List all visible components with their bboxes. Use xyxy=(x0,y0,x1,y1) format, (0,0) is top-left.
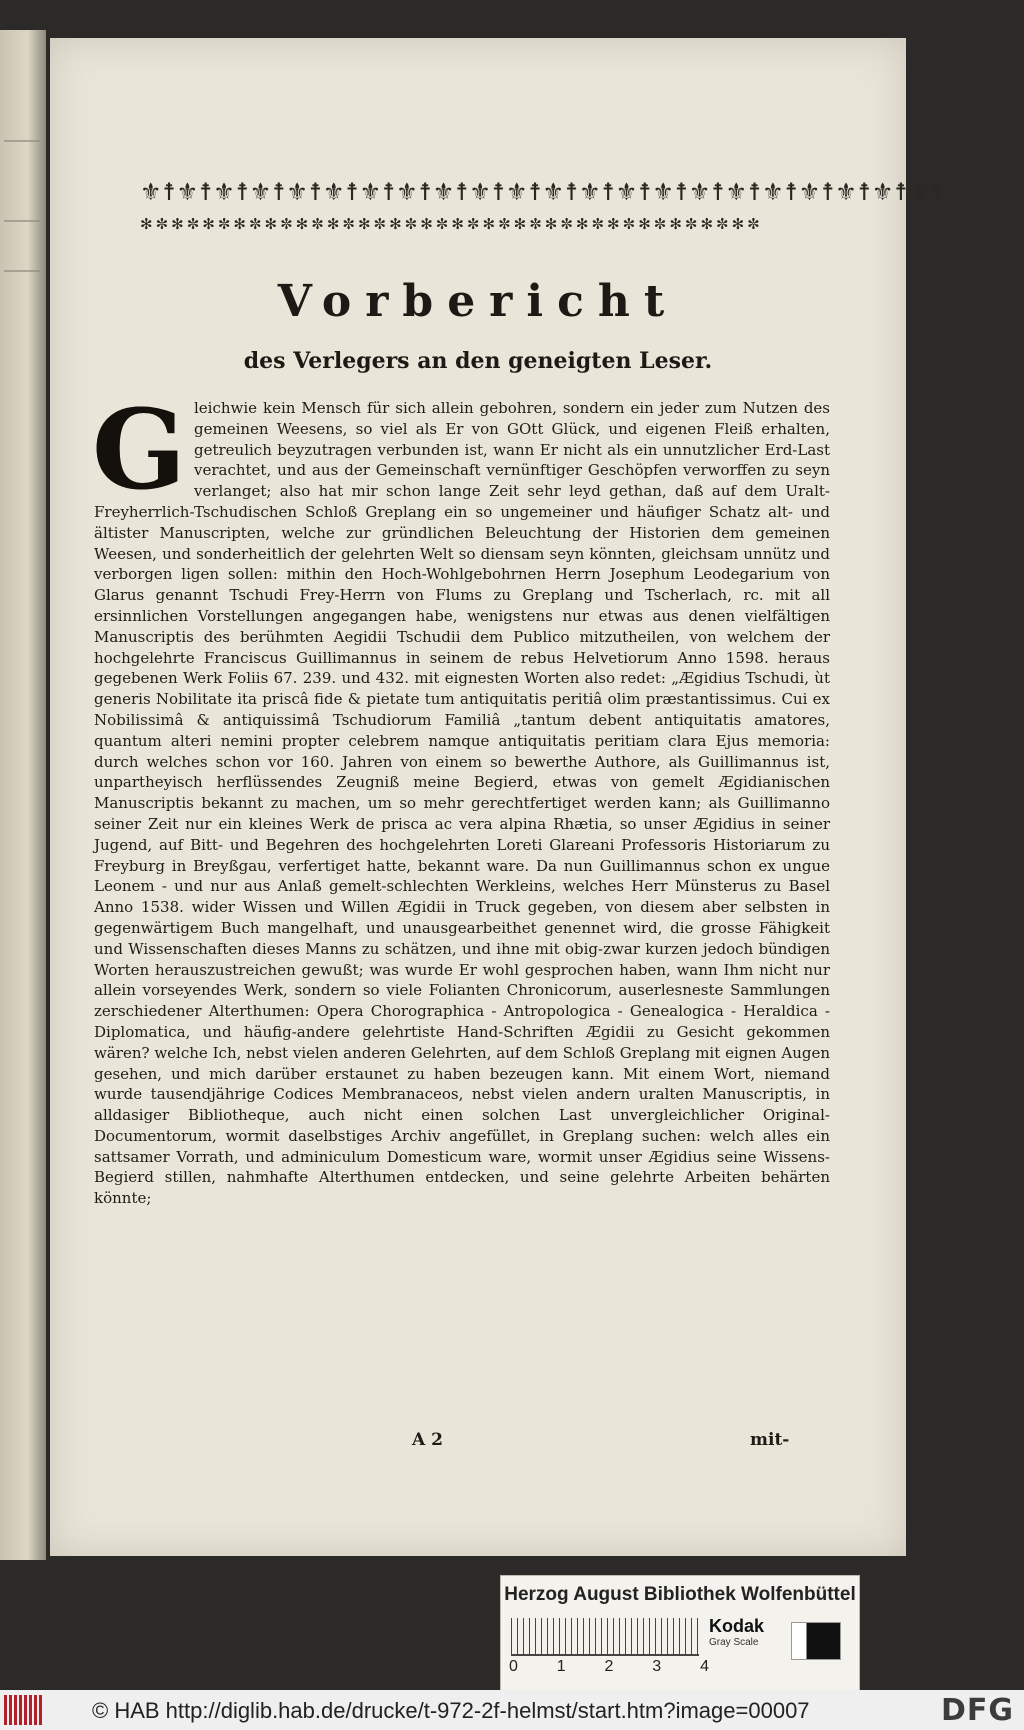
ruler-number: 0 xyxy=(509,1658,518,1675)
kodak-brand: Kodak xyxy=(709,1616,765,1636)
catchword: mit- xyxy=(750,1430,790,1450)
body-paragraph: leichwie kein Mensch für sich allein gebohren, sondern ein jeder zum Nutzen des gemeinen Weesens, so viel als Er von GOtt Glück, und eigenen Fleiß erhalten, getreulich beyzutragen verbunden ist, wann Er nicht als ein unnutzlicher Erd-Last verachtet, und aus der Gemeinschaft vernünftiger Geschöpfen verworffen zu seyn verlanget; also hat mir schon lange Zeit sehr leyd gethan, daß auf dem Uralt-Freyherrlich-Tschudischen Schloß Greplang ein so ungemeiner und häufiger Schatz alt- und ältister Manuscripten, welche zur gründlichen Beleuchtung der Historien dem gemeinen Weesen, und sonderheitlich der gelehrten Welt so diensam seyn könnten, gleichsam unnütz und verborgen ligen sollen: mithin den Hoch-Wohlgebohrnen Herrn Josephum Leodegarium von Glarus genannt Tschudi Frey-Herrn von Flums zu Greplang und Tscherlach, rc. mit all ersinnlichen Vorstellungen angegangen habe, wenigstens nur etwas aus denen vielfältigen Manuscriptis des berühmten Aegidii Tschudii dem Publico mitzutheilen, von welchem der hochgelehrte Franciscus Guillimannus in seinem de rebus Helvetiorum Anno 1598. heraus gegebenen Werk Foliis 67. 239. und 432. mit eignesten Worten also redet: „Ægidius Tschudi, ùt generis Nobilitate ita priscâ fide & pietate tum antiquitatis peritiâ olim præstantissimus. Cui ex Nobilissimâ & antiquissimâ Tschudiorum Familiâ „tantum debent antiquitatis amatores, quantum alteri nemini propter celebrem namque antiquitatis peritiam clara Ejus memoria: durch welches schon vor 160. Jahren von einem so bewerthe Authore, als Guillimannus ist, unpartheyisch herflüssendes Zeugniß meine Begierd, etwas von gemelt Ægidianischen Manuscriptis bekannt zu machen, um so mehr gerechtfertiget werden kann; als Guillimanno seiner Zeit nur ein kleines Werk de prisca ac vera alpina Rhætia, so unser Ægidius in seiner Jugend, auf Bitt- und Begehren des hochgelehrten Loreti Glareani Professoris Historiarum zu Freyburg in Breyßgau, verfertiget hatte, bekannt ware. Da nun Guillimannus schon ex ungue Leonem - und nur aus Anlaß gemelt-schlechten Werkleins, welches Herr Münsterus zu Basel Anno 1538. wider Wissen und Willen Ægidii in Truck gegeben, von diesem aber selbsten in gegenwärtigem Buch mangelhaft, und unausgearbeithet genennet wird, die grosse Fähigkeit und Wissenschaften dieses Manns zu schätzen, und ihne mit obig-zwar kurzen jedoch bündigen Worten herauszustreichen gewußt; was wurde Er wohl gesprochen haben, wann Ihm nicht nur allein vorseyendes Werk, sondern so viele Folianten Chronicorum, auserlesneste Sammlungen zerschiedener Alterthumen: Opera Chorographica - Antropologica - Genealogica - Heraldica - Diplomatica, und häufig-andere gelehrtiste Hand-Schriften Ægidii zu Gesicht gekommen wären? welche Ich, nebst vielen anderen Gelehrten, auf dem Schloß Greplang mit eignen Augen gesehen, und mich darüber erstaunet zu haben bezeugen kann. Mit einem Wort, niemand wurde tausendjährige Codices Membranaceos, nebst vielen andern uralten Manuscriptis, in alldasiger Bibliotheque, auch nicht einen solchen Last unvergleichlicher Original-Documentorum, wormit daselbstiges Archiv angefüllet, in Greplang suchen: welch alles ein sattsamer Vorrath, und adminiculum Domesticum ware, wormit unser Ægidius seine Wissens-Begierd stillen, nahmhafte Alterthumen entdecken, und seine gelehrte Arbeiten behärten könnte; xyxy=(94,399,830,1208)
dfg-logo: DFG xyxy=(940,1693,1014,1728)
ruler-number: 3 xyxy=(652,1658,662,1675)
hab-logo-icon xyxy=(4,1695,44,1725)
decorated-initial: G xyxy=(92,385,186,514)
margin-mark xyxy=(4,270,40,272)
library-name: Herzog August Bibliothek Wolfenbüttel xyxy=(504,1584,856,1605)
initial-spacer xyxy=(94,398,194,498)
page-title: Vorbericht xyxy=(277,276,679,327)
ruler-number: 1 xyxy=(556,1658,566,1675)
kodak-subtitle: Gray Scale xyxy=(709,1637,759,1648)
facing-page-edge xyxy=(0,30,46,1560)
kodak-label xyxy=(709,1616,764,1648)
ruler-number: 4 xyxy=(700,1658,709,1675)
margin-mark xyxy=(4,140,40,142)
signature-mark: A 2 xyxy=(412,1430,443,1450)
gray-scale-swatch xyxy=(791,1622,841,1660)
body-text xyxy=(94,398,830,1209)
page-subtitle: des Verlegers an den geneigten Leser. xyxy=(243,348,713,374)
book-page xyxy=(50,38,946,1556)
ruler-scale xyxy=(509,1658,709,1676)
ornament-border-bottom: ✻✼✻✼✻✼✻✼✻✼✻✼✻✼✻✼✻✼✻✼✻✼✻✼✻✼✻✼✻✼✻✼✻✼✻✼✻✼✻✼ xyxy=(140,215,763,233)
measurement-ruler xyxy=(511,1618,699,1656)
ornament-border-top: ⚜☨⚜☨⚜☨⚜☨⚜☨⚜☨⚜☨⚜☨⚜☨⚜☨⚜☨⚜☨⚜☨⚜☨⚜☨⚜☨⚜☨⚜☨⚜☨⚜☨⚜☨⚜☨ xyxy=(140,178,946,206)
viewer-footer xyxy=(0,1690,1024,1730)
color-reference-card xyxy=(500,1575,860,1699)
source-url-link[interactable]: © HAB http://diglib.hab.de/drucke/t-972-2f-helmst/start.htm?image=00007 xyxy=(92,1698,810,1723)
page-footer-line xyxy=(50,1430,906,1454)
margin-mark xyxy=(4,220,40,222)
ruler-number: 2 xyxy=(604,1658,614,1675)
